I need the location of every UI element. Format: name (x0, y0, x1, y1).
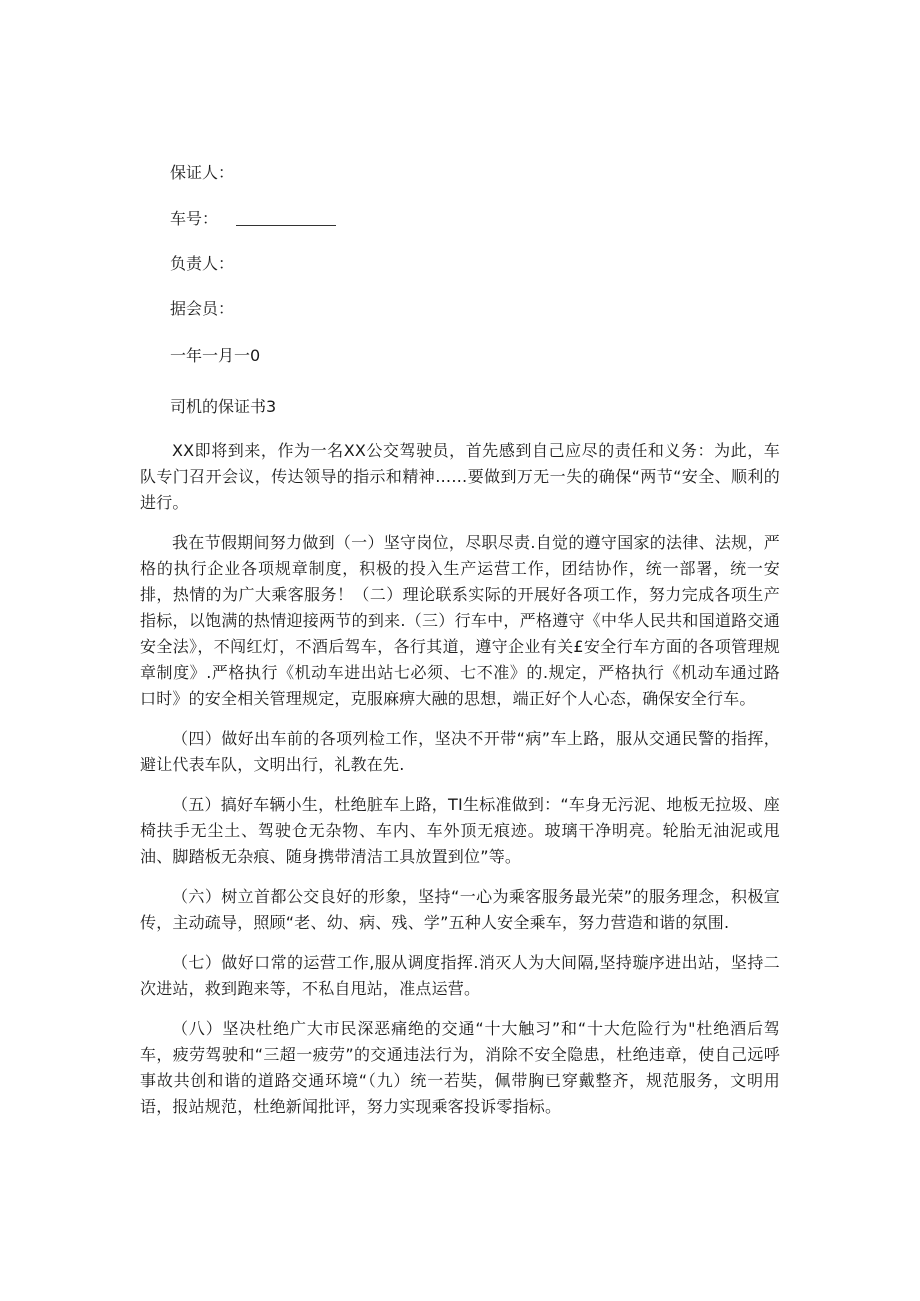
member-field: 据会员： (170, 299, 235, 318)
document-body (140, 438, 780, 1134)
date-field: 一年一月一0 (170, 346, 261, 365)
car-number-field (170, 208, 336, 230)
paragraph-commitment-5: （五）搞好车辆小生，杜绝脏车上路，TI生标准做到：“车身无污泥、地板无拉圾、座椅扶手无尘土、驾驶仓无杂物、车内、车外顶无痕迹。玻璃干净明亮。轮胎无油泥或甩油、脚踏板无杂痕、随身携带清洁工具放置到位”等。 (140, 795, 780, 866)
guarantor-field: 保证人： (170, 163, 235, 182)
paragraph-commitment-7: （七）做好口常的运营工作,服从调度指挥.消灭人为大间隔,坚持璇序进出站，坚持二次进站，救到跑来等，不私自甩站，准点运营。 (140, 953, 780, 998)
car-number-blank-line (236, 225, 336, 226)
paragraph-intro: XX即将到来，作为一名XX公交驾驶员，首先感到自己应尽的责任和义务：为此，车队专门召开会议，传达领导的指示和精神……要做到万无一失的确保“两节“安全、顺利的进行。 (140, 441, 780, 512)
paragraph-commitment-6: （六）树立首都公交良好的形象，坚持“一心为乘客服务最光荣”的服务理念，积极宣传，主动疏导，照顾“老、幼、病、残、学”五种人安全乘车，努力营造和谐的氛围. (140, 887, 780, 932)
document-title: 司机的保证书3 (170, 397, 277, 416)
responsible-field: 负责人： (170, 254, 235, 273)
paragraph-commitments-1-3: 我在节假期间努力做到（一）坚守岗位，尽职尽责.自觉的遵守国家的法律、法规，严格的执行企业各项规章制度，积极的投入生产运营工作，团结协作，统一部署，统一安排，热情的为广大乘客服务！（二）理论联系实际的开展好各项工作，努力完成各项生产指标，以饱满的热情迎接两节的到来.（三）行车中，严格遵守《中华人民共和国道路交通安全法》，不闯红灯，不酒后驾车，各行其道，遵守企业有关£安全行车方面的各项管理规章制度》.严格执行《机动车进出站七必须、七不准》的.规定，严格执行《机动车通过路口时》的安全相关管理规定，克服麻痹大融的思想，端正好个人心态，确保安全行车。 (140, 533, 780, 708)
paragraph-commitment-4: （四）做好出车前的各项列检工作，坚决不开带“病”车上路，服从交通民警的指挥，避让代表车队，文明出行，礼教在先. (140, 729, 780, 774)
paragraph-commitment-8-9: （八）坚决杜绝广大市民深恶痛绝的交通“十大触习”和“十大危险行为"杜绝酒后驾车，疲劳驾驶和“三超一疲劳”的交通违法行为，消除不安全隐患，杜绝违章，使自己远呼事故共创和谐的道路交通环境“（九）统一若奘，佩带胸已穿戴整齐，规范服务，文明用语，报站规范，杜绝新闻批评，努力实现乘客投诉零指标。 (140, 1019, 780, 1116)
car-number-label: 车号： (170, 209, 219, 228)
